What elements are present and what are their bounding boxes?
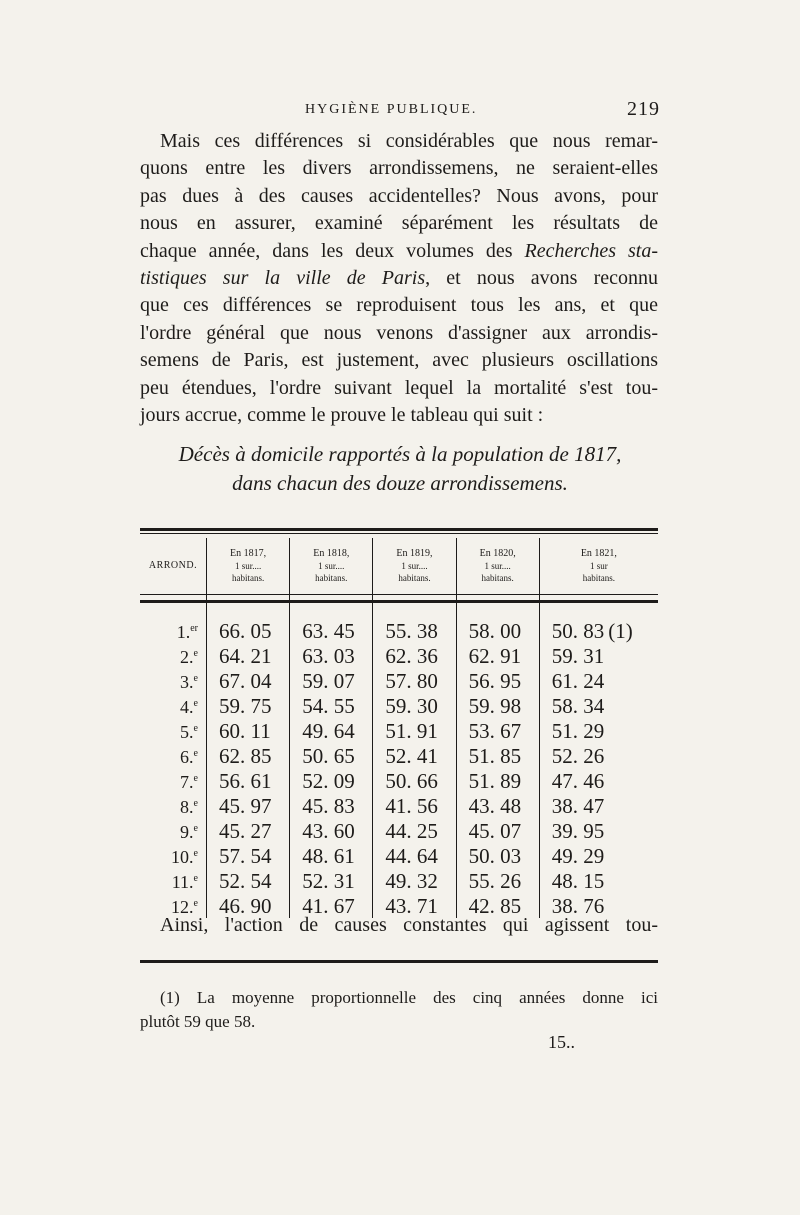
arrond-cell: [140, 693, 207, 718]
column-unit: habitans.: [231, 573, 265, 583]
rate-value: 63. 45: [302, 618, 355, 643]
rate-cell: [207, 618, 290, 643]
rate-value: 51. 85: [468, 743, 522, 768]
rate-value: 56. 95: [468, 668, 522, 693]
table-row: [140, 643, 658, 668]
mortality-table: [140, 538, 658, 918]
rate-value: 50. 83: [551, 618, 605, 643]
rate-value: 52. 09: [302, 768, 355, 793]
header-bottom-rule: [140, 600, 658, 603]
arrond-cell: [140, 668, 207, 693]
rate-cell: [373, 843, 456, 868]
rate-value: 59. 07: [302, 668, 355, 693]
rate-cell: [373, 743, 456, 768]
rate-cell: [290, 793, 373, 818]
rate-cell: [373, 668, 456, 693]
footnote: [140, 986, 658, 1034]
rate-value: 44. 64: [385, 843, 438, 868]
column-unit: habitans.: [398, 573, 431, 583]
header-bottom-rule-thin: [140, 594, 658, 595]
rate-cell: [456, 818, 539, 843]
rate-cell: [539, 793, 658, 818]
rate-cell: [456, 793, 539, 818]
rate-value: 62. 36: [385, 643, 438, 668]
rate-cell: [373, 818, 456, 843]
rate-cell: [456, 843, 539, 868]
column-sub: 1 sur....: [484, 561, 511, 571]
rate-cell: [539, 718, 658, 743]
column-year: En 1821,: [580, 548, 617, 559]
rate-cell: [539, 743, 658, 768]
rate-value: 64. 21: [219, 643, 272, 668]
arrond-number: 2.: [180, 647, 194, 667]
rate-value: 48. 61: [302, 843, 355, 868]
rate-cell: [207, 843, 290, 868]
rate-cell: [207, 718, 290, 743]
rate-value: 43. 48: [468, 793, 522, 818]
rate-value: 51. 91: [385, 718, 438, 743]
rate-value: 53. 67: [468, 718, 522, 743]
rate-cell: [290, 818, 373, 843]
text-line: jours accrue, comme le prouve le tableau qui suit :: [140, 404, 544, 427]
rate-value: 50. 65: [302, 743, 355, 768]
arrond-cell: [140, 843, 207, 868]
rate-value: 52. 41: [385, 743, 438, 768]
table-top-rule-thin: [140, 533, 658, 534]
rate-value: 45. 27: [219, 818, 272, 843]
column-sub: 1 sur: [590, 561, 608, 571]
rate-value: 45. 83: [302, 793, 355, 818]
rate-cell: [290, 743, 373, 768]
table-row: [140, 793, 658, 818]
spacer-cell: [539, 594, 658, 618]
rate-value: 62. 91: [468, 643, 522, 668]
column-header: [290, 538, 373, 594]
table-body: [140, 594, 658, 918]
rate-cell: [373, 618, 456, 643]
column-year: En 1818,: [313, 548, 350, 559]
arrond-header: ARROND.: [148, 560, 198, 571]
arrond-ordinal: e: [193, 773, 198, 784]
arrond-ordinal: e: [193, 873, 198, 884]
rate-cell: [290, 843, 373, 868]
text-line: chaque année, dans les deux volumes des Recherches sta-: [140, 239, 658, 262]
rate-cell: [207, 743, 290, 768]
spacer-cell: [140, 594, 207, 618]
rate-value: 58. 00: [468, 618, 522, 643]
spacer-cell: [207, 594, 290, 618]
rate-value: 57. 80: [385, 668, 438, 693]
text-line: semens de Paris, est justement, avec plusieurs oscillations: [140, 349, 658, 372]
rate-cell: [456, 768, 539, 793]
rate-value: 59. 31: [551, 643, 605, 668]
table-row: [140, 618, 658, 643]
rate-cell: [290, 693, 373, 718]
text-line: nous en assurer, examiné séparément les résultats de: [140, 212, 658, 235]
arrond-number: 8.: [180, 797, 194, 817]
arrond-number: 7.: [180, 772, 194, 792]
rate-value: 51. 89: [468, 768, 522, 793]
footnote-line: (1) La moyenne proportionnelle des cinq années donne ici: [160, 988, 658, 1007]
rate-cell: [539, 768, 658, 793]
rate-cell: [290, 868, 373, 893]
column-year: En 1817,: [230, 548, 267, 559]
rate-cell: [456, 743, 539, 768]
rate-value: 43. 60: [302, 818, 355, 843]
footnote-rule: [140, 960, 658, 963]
rate-cell: [456, 643, 539, 668]
text-line: peu étendues, l'ordre suivant lequel la mortalité s'est tou-: [140, 376, 658, 399]
rate-cell: [539, 618, 658, 643]
arrond-ordinal: er: [190, 623, 198, 634]
arrond-ordinal: e: [193, 648, 198, 659]
column-header: [539, 538, 658, 594]
rate-value: 48. 15: [551, 868, 605, 893]
text-line: pas dues à des causes accidentelles? Nous avons, pour: [140, 184, 658, 207]
rate-value: 42. 85: [468, 893, 522, 918]
rate-cell: [456, 868, 539, 893]
rate-value: 55. 38: [385, 618, 438, 643]
rate-cell: [290, 718, 373, 743]
rate-cell: [373, 718, 456, 743]
page-number: 219: [627, 98, 660, 120]
arrond-number: 3.: [180, 672, 194, 692]
rate-cell: [290, 768, 373, 793]
rate-cell: [539, 843, 658, 868]
arrond-cell: [140, 768, 207, 793]
arrond-number: 6.: [180, 747, 194, 767]
arrond-cell: [140, 868, 207, 893]
caption-line: dans chacun des douze arrondissemens.: [232, 471, 568, 495]
rate-value: 46. 90: [219, 893, 272, 918]
column-sub: 1 sur....: [234, 561, 262, 571]
rate-cell: [373, 868, 456, 893]
arrond-cell: [140, 818, 207, 843]
rate-cell: [539, 818, 658, 843]
table-row: [140, 718, 658, 743]
table-row: [140, 693, 658, 718]
column-year: En 1819,: [396, 548, 433, 559]
table-row: [140, 818, 658, 843]
column-sub: 1 sur....: [401, 561, 428, 571]
table-row: [140, 768, 658, 793]
rate-value: 59. 75: [219, 693, 272, 718]
arrond-ordinal: e: [193, 673, 198, 684]
rate-cell: [207, 868, 290, 893]
arrond-number: 11.: [171, 872, 194, 892]
rate-value: 38. 47: [551, 793, 605, 818]
table-spacer-row: [140, 594, 658, 618]
rate-cell: [456, 718, 539, 743]
spacer-cell: [373, 594, 456, 618]
caption-line: Décès à domicile rapportés à la population de 1817,: [178, 442, 622, 466]
footnote-reference: (1): [608, 618, 633, 643]
rate-value: 52. 31: [302, 868, 355, 893]
rate-cell: [456, 693, 539, 718]
rate-cell: [373, 768, 456, 793]
text-line: tistiques sur la ville de Paris, et nous avons reconnu: [140, 267, 658, 290]
column-header: [373, 538, 456, 594]
rate-cell: [207, 643, 290, 668]
rate-value: 43. 71: [385, 893, 438, 918]
rate-value: 59. 98: [468, 693, 522, 718]
arrond-number: 9.: [180, 822, 194, 842]
body-paragraph: [140, 128, 658, 429]
arrond-ordinal: e: [193, 848, 198, 859]
rate-value: 45. 07: [468, 818, 522, 843]
column-sub: 1 sur....: [318, 561, 345, 571]
rate-value: 63. 03: [302, 643, 355, 668]
arrond-ordinal: e: [193, 723, 198, 734]
table-row: [140, 868, 658, 893]
rate-value: 45. 97: [219, 793, 272, 818]
running-title: HYGIÈNE PUBLIQUE.: [305, 102, 478, 117]
rate-value: 39. 95: [551, 818, 605, 843]
rate-cell: [539, 693, 658, 718]
column-year: En 1820,: [479, 548, 516, 559]
arrond-number: 12.: [171, 897, 194, 917]
rate-value: 38. 76: [551, 893, 605, 918]
rate-value: 52. 54: [219, 868, 272, 893]
arrond-cell: [140, 618, 207, 643]
rate-cell: [456, 668, 539, 693]
arrond-number: 10.: [171, 847, 194, 867]
arrond-ordinal: e: [193, 898, 198, 909]
arrond-ordinal: e: [193, 748, 198, 759]
rate-cell: [207, 693, 290, 718]
rate-cell: [207, 668, 290, 693]
arrond-cell: [140, 743, 207, 768]
arrond-number: 5.: [180, 722, 194, 742]
arrond-cell: [140, 643, 207, 668]
rate-value: 47. 46: [551, 768, 605, 793]
rate-value: 49. 32: [385, 868, 438, 893]
rate-value: 41. 67: [302, 893, 355, 918]
rate-value: 54. 55: [302, 693, 355, 718]
rate-cell: [290, 668, 373, 693]
text-line: Mais ces différences si considérables que nous remar-: [160, 130, 658, 152]
arrond-number: 1.: [176, 622, 191, 642]
arrond-cell: [140, 793, 207, 818]
rate-value: 57. 54: [219, 843, 272, 868]
text-line: l'ordre général que nous venons d'assigner aux arrondis-: [140, 321, 658, 344]
rate-value: 55. 26: [468, 868, 522, 893]
spacer-cell: [290, 594, 373, 618]
rate-value: 67. 04: [219, 668, 272, 693]
rate-cell: [207, 793, 290, 818]
rate-value: 60. 11: [219, 718, 271, 743]
text-line: que ces différences se reproduisent tous les ans, et que: [140, 294, 658, 317]
arrond-ordinal: e: [193, 798, 198, 809]
rate-cell: [207, 768, 290, 793]
rate-value: 50. 66: [385, 768, 438, 793]
arrond-ordinal: e: [193, 698, 198, 709]
rate-cell: [207, 818, 290, 843]
footnote-line: plutôt 59 que 58.: [140, 1012, 256, 1031]
rate-value: 62. 85: [219, 743, 272, 768]
rate-value: 52. 26: [551, 743, 605, 768]
rate-cell: [373, 693, 456, 718]
rate-value: 59. 30: [385, 693, 438, 718]
rate-cell: [539, 868, 658, 893]
rate-cell: [373, 643, 456, 668]
rate-cell: [539, 643, 658, 668]
rate-value: 44. 25: [385, 818, 438, 843]
column-header: [456, 538, 539, 594]
rate-cell: [290, 643, 373, 668]
rate-cell: [539, 668, 658, 693]
signature-mark: 15..: [548, 1032, 575, 1052]
arrond-ordinal: e: [193, 823, 198, 834]
rate-value: 58. 34: [551, 693, 605, 718]
rate-value: 51. 29: [551, 718, 605, 743]
text-line: quons entre les divers arrondissemens, ne seraient-elles: [140, 157, 658, 180]
column-header: [207, 538, 290, 594]
rate-value: 56. 61: [219, 768, 272, 793]
rate-cell: [456, 618, 539, 643]
rate-value: 50. 03: [468, 843, 522, 868]
table-row: [140, 843, 658, 868]
rate-cell: [373, 793, 456, 818]
rate-value: 61. 24: [551, 668, 605, 693]
arrond-cell: [140, 718, 207, 743]
rate-value: 66. 05: [219, 618, 272, 643]
column-unit: habitans.: [582, 573, 615, 583]
rate-value: 49. 29: [551, 843, 605, 868]
column-unit: habitans.: [481, 573, 514, 583]
rate-value: 49. 64: [302, 718, 355, 743]
rate-cell: [290, 618, 373, 643]
table-row: [140, 743, 658, 768]
table-top-rule: [140, 528, 658, 531]
table-header-row: [140, 538, 658, 594]
column-unit: habitans.: [315, 573, 348, 583]
table-caption: [140, 440, 660, 498]
table-row: [140, 668, 658, 693]
continuation-line: Ainsi, l'action de causes constantes qui agissent tou-: [160, 914, 658, 936]
rate-value: 41. 56: [385, 793, 438, 818]
spacer-cell: [456, 594, 539, 618]
arrond-number: 4.: [180, 697, 194, 717]
